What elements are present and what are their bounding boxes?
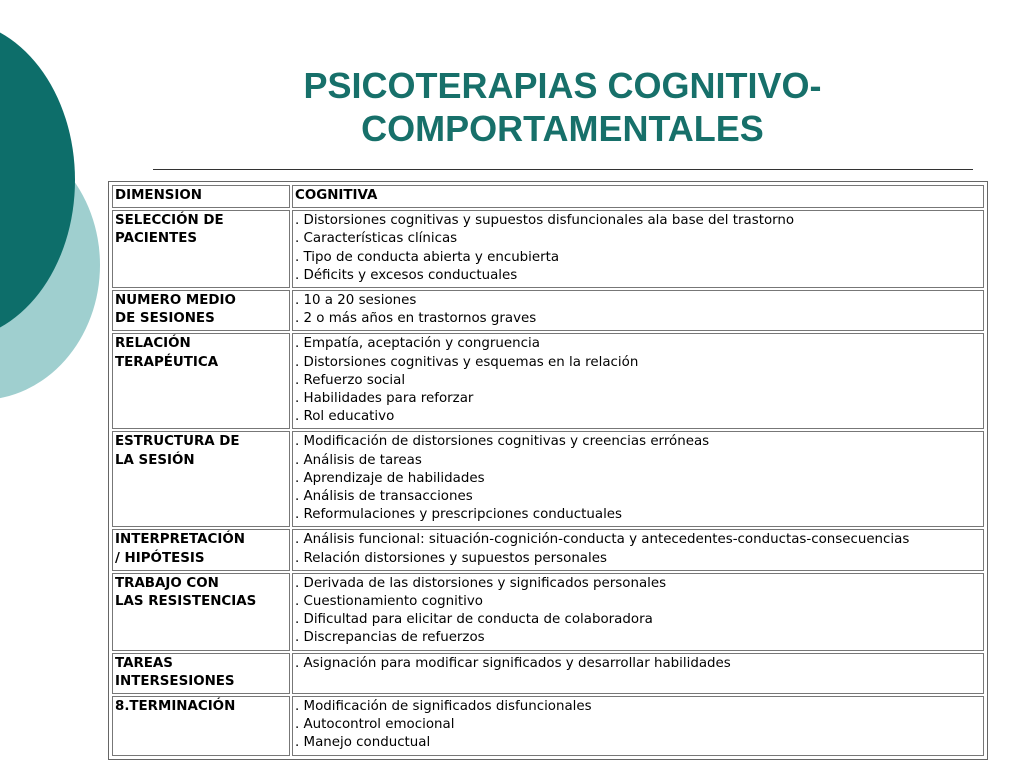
header-dimension-cell [112, 185, 290, 208]
content-item: . Discrepancias de refuerzos [295, 630, 485, 646]
dimension-label-line: ESTRUCTURA DE [115, 434, 240, 450]
dimension-label-line: TRABAJO CON [115, 575, 219, 591]
header-cognitiva-cell [292, 185, 984, 208]
cognitiva-content-cell [292, 529, 984, 570]
content-item: . Cuestionamiento cognitivo [295, 594, 483, 610]
cognitiva-content-cell [292, 290, 984, 331]
dimension-label-line: NUMERO MEDIO [115, 293, 236, 309]
cognitiva-content-cell [292, 696, 984, 756]
content-item: . Reformulaciones y prescripciones conductuales [295, 507, 623, 523]
content-item: . Rol educativo [295, 409, 395, 425]
table-row [112, 529, 984, 570]
dimension-label-cell [112, 529, 290, 570]
dimension-label-line: INTERPRETACIÓN [115, 532, 245, 548]
content-item: . Análisis de tareas [295, 452, 422, 468]
content-item: . Aprendizaje de habilidades [295, 470, 485, 486]
dimension-label-cell [112, 210, 290, 288]
cognitiva-content-cell [292, 333, 984, 429]
slide-title [205, 64, 920, 150]
content-item: . 10 a 20 sesiones [295, 293, 417, 309]
table-row [112, 290, 984, 331]
content-item: . Refuerzo social [295, 372, 406, 388]
content-item: . Distorsiones cognitivas y esquemas en la relación [295, 354, 639, 370]
dimension-label-cell [112, 290, 290, 331]
comparison-table-frame [108, 181, 988, 760]
table-row [112, 210, 984, 288]
dimension-label-cell [112, 333, 290, 429]
dimension-label-line: DE SESIONES [115, 311, 215, 327]
content-item: . Modificación de distorsiones cognitivas y creencias erróneas [295, 434, 710, 450]
cognitiva-content-cell [292, 210, 984, 288]
content-item: . Déficits y excesos conductuales [295, 267, 518, 283]
dimension-label-line: TERAPÉUTICA [115, 354, 219, 370]
cognitiva-content-cell [292, 653, 984, 694]
dimension-label-line: / HIPÓTESIS [115, 550, 205, 566]
content-item: . Distorsiones cognitivas y supuestos disfuncionales ala base del trastorno [295, 213, 795, 229]
cognitiva-content-cell [292, 573, 984, 651]
content-item: . Modificación de significados disfuncionales [295, 699, 592, 715]
table-row [112, 333, 984, 429]
dimension-label-line: LA SESIÓN [115, 452, 195, 468]
content-item: . Tipo de conducta abierta y encubierta [295, 249, 560, 265]
table-row [112, 696, 984, 756]
table-row [112, 653, 984, 694]
content-item: . Manejo conductual [295, 735, 431, 751]
dimension-label-line: LAS RESISTENCIAS [115, 594, 257, 610]
content-item: . Asignación para modificar significados y desarrollar habilidades [295, 655, 731, 671]
table-row [112, 573, 984, 651]
table-row [112, 431, 984, 527]
content-item: . Características clínicas [295, 231, 458, 247]
content-item: . Análisis de transacciones [295, 489, 473, 505]
content-item: . Empatía, aceptación y congruencia [295, 336, 540, 352]
dimension-label-cell [112, 431, 290, 527]
header-dimension-text: DIMENSION [115, 188, 202, 203]
dimension-label-cell [112, 653, 290, 694]
dimension-label-line: RELACIÓN [115, 336, 191, 352]
content-item: . Análisis funcional: situación-cognición-conducta y antecedentes-conductas-consecuencias [295, 532, 910, 548]
content-item: . Derivada de las distorsiones y significados personales [295, 575, 667, 591]
dimension-label-cell [112, 573, 290, 651]
content-item: . Habilidades para reforzar [295, 391, 474, 407]
dimension-label-cell [112, 696, 290, 756]
cognitiva-content-cell [292, 431, 984, 527]
header-cognitiva-text: COGNITIVA [295, 188, 378, 203]
dimension-label-line: INTERSESIONES [115, 673, 235, 689]
content-item: . 2 o más años en trastornos graves [295, 311, 537, 327]
dimension-label-line: PACIENTES [115, 231, 198, 247]
content-item: . Dificultad para elicitar de conducta de colaboradora [295, 612, 653, 628]
comparison-table [110, 183, 986, 758]
dimension-label-line: SELECCIÓN DE [115, 213, 224, 229]
content-item: . Autocontrol emocional [295, 717, 455, 733]
title-divider [153, 169, 973, 170]
table-header-row [112, 185, 984, 208]
title-line-2: COMPORTAMENTALES [361, 108, 764, 149]
content-item: . Relación distorsiones y supuestos personales [295, 550, 607, 566]
title-line-1: PSICOTERAPIAS COGNITIVO- [303, 65, 822, 106]
dimension-label-line: 8.TERMINACIÓN [115, 699, 236, 715]
dimension-label-line: TAREAS [115, 655, 173, 671]
